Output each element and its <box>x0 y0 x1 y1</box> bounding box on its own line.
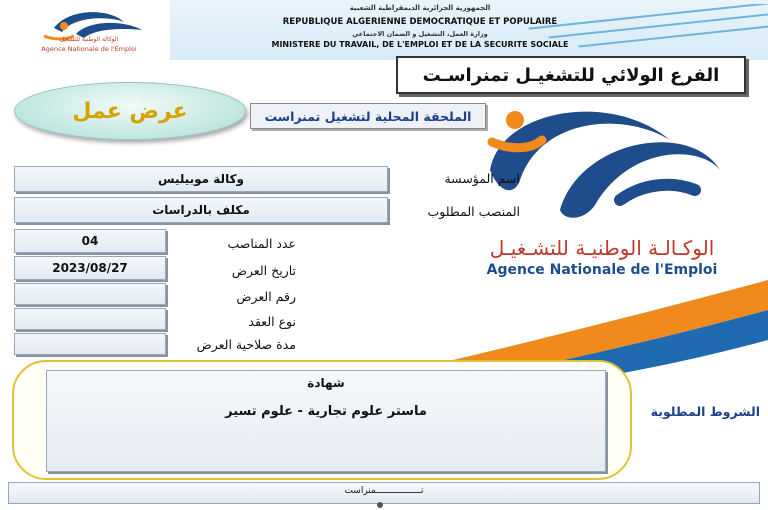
agency-french-name: Agence Nationale de l'Emploi <box>486 262 718 278</box>
header-french-ministry: MINISTERE DU TRAVAIL, DE L'EMPLOI ET DE LA SECURITE SOCIALE <box>271 40 569 49</box>
conditions-text: ماستر علوم تجارية - علوم تسير <box>225 404 427 419</box>
small-logo-arabic-name: الوكالة الوطنية للتشغيل <box>59 36 119 43</box>
date-label: تاريخ العرض <box>231 263 296 278</box>
offer-badge: عرض عمل <box>14 82 246 140</box>
header-arabic-republic: الجمهورية الجزائرية الديمقراطية الشعبية <box>349 4 491 12</box>
annex-title: الملحقة المحلية لتشغيل تمنراست <box>250 103 486 129</box>
header-french-republic: REPUBLIQUE ALGERIENNE DEMOCRATIQUE ET POPULAIRE <box>282 17 558 27</box>
agency-arabic-name: الوكـالـة الوطنيـة للتشـغيـل <box>489 236 715 260</box>
offer-number-label: رقم العرض <box>236 289 296 304</box>
contract-type-value <box>14 308 166 330</box>
conditions-label: الشروط المطلوبة <box>650 404 760 419</box>
conditions-title: شهادة <box>307 376 345 390</box>
validity-label: مدة صلاحية العرض <box>196 337 296 352</box>
position-value: مكلف بالدراسات <box>14 197 388 223</box>
count-label: عدد المناصب <box>227 236 296 251</box>
footer-dot <box>377 502 383 508</box>
branch-title: الفرع الولائي للتشغيـل تمنراسـت <box>396 56 746 94</box>
company-label: اسم المؤسسة <box>444 171 520 186</box>
company-value: وكالة موبيليس <box>14 166 388 192</box>
header-arabic-ministry: وزارة العمل، التشغيل و الضمان الاجتماعي <box>352 30 488 38</box>
validity-value <box>14 333 166 355</box>
small-logo-french-name: Agence Nationale de l'Emploi <box>41 45 137 53</box>
count-value: 04 <box>14 229 166 253</box>
contract-type-label: نوع العقد <box>248 314 296 329</box>
footer-text: تـــــــــــــــــمنراست <box>344 486 424 496</box>
position-label: المنصب المطلوب <box>427 204 520 219</box>
date-value: 2023/08/27 <box>14 256 166 280</box>
offer-number-value <box>14 283 166 305</box>
